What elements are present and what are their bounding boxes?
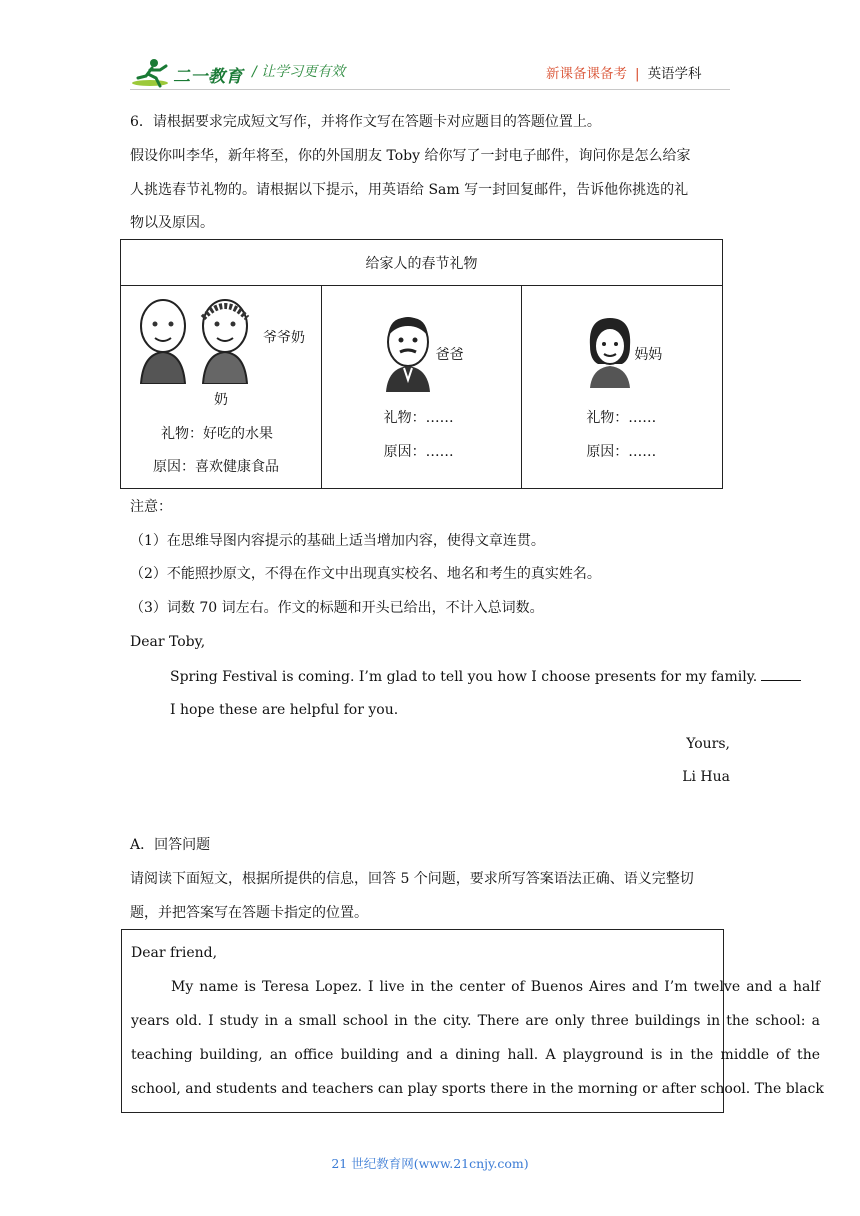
mother-reason: 原因：…… — [586, 444, 657, 460]
prompt-line: 人挑选春节礼物的。请根据以下提示，用英语给 Sam 写一封回复邮件，告诉他你挑选的礼 — [130, 182, 689, 198]
father-cell — [321, 286, 522, 489]
father-gift: 礼物：…… — [383, 410, 454, 426]
grandparents-cell — [121, 286, 322, 489]
mother-gift: 礼物：…… — [586, 410, 657, 426]
header-divider: | — [635, 66, 640, 82]
section-title: A．回答问题 — [130, 837, 211, 853]
letter-body-text: Spring Festival is coming. I’m glad to tell you how I choose presents for my family. — [170, 669, 758, 685]
passage-box — [121, 929, 824, 1113]
passage-line: My name is Teresa Lopez. I live in the center of Buenos Aires and I’m twelve and a half — [171, 979, 820, 995]
grandparents-label: 爷爷奶 — [263, 330, 305, 346]
grandparents-icon — [131, 294, 261, 384]
header-slogan: / 让学习更有效 — [252, 64, 346, 80]
father-reason: 原因：…… — [383, 444, 454, 460]
note-item: （3）词数 70 词左右。作文的标题和开头已给出，不计入总词数。 — [130, 600, 544, 616]
grandparents-reason: 原因：喜欢健康食品 — [153, 459, 279, 475]
prompt-line: 假设你叫李华，新年将至，你的外国朋友 Toby 给你写了一封电子邮件，询问你是怎么给家 — [130, 148, 691, 164]
letter-body-line — [170, 666, 801, 687]
section-instruction: 请阅读下面短文，根据所提供的信息，回答 5 个问题，要求所写答案语法正确、语义完整切 — [130, 871, 694, 887]
answer-blank — [761, 666, 801, 681]
letter-body-line: I hope these are helpful for you. — [170, 702, 399, 718]
letter-signature: Li Hua — [682, 769, 730, 785]
father-icon — [380, 314, 436, 392]
letter-closing: Yours, — [686, 736, 730, 752]
passage-line: years old. I study in a small school in the city. There are only three buildings in the school: a — [131, 1013, 820, 1029]
note-item: （2）不能照抄原文，不得在作文中出现真实校名、地名和考生的真实姓名。 — [130, 566, 601, 582]
prompt-line: 物以及原因。 — [130, 215, 214, 231]
mother-icon — [586, 316, 634, 388]
notes-heading: 注意： — [130, 499, 172, 515]
question-title: 6．请根据要求完成短文写作，并将作文写在答题卡对应题目的答题位置上。 — [130, 114, 601, 130]
grandparents-gift: 礼物：好吃的水果 — [161, 426, 273, 442]
grandparents-label-cont: 奶 — [214, 392, 228, 408]
header-subject-name: 英语学科 — [647, 66, 702, 82]
section-instruction: 题，并把答案写在答题卡指定的位置。 — [130, 905, 368, 921]
letter-greeting: Dear Toby, — [130, 634, 206, 650]
brand-logo-text: 二一教育 — [173, 67, 243, 87]
mother-cell — [522, 286, 723, 489]
mother-label: 妈妈 — [634, 347, 663, 363]
father-label: 爸爸 — [435, 347, 464, 363]
header-subject — [546, 62, 702, 82]
passage-line: teaching building, an office building and a dining hall. A playground is in the middle of the — [131, 1047, 820, 1063]
header-tagline: 新课备课备考 — [546, 66, 627, 82]
header-divider-line — [130, 89, 730, 90]
passage-greeting: Dear friend, — [131, 945, 218, 961]
passage-line: school, and students and teachers can play sports there in the morning or after school. The black — [131, 1081, 824, 1097]
page-footer: 21 世纪教育网(www.21cnjy.com) — [331, 1156, 529, 1171]
note-item: （1）在思维导图内容提示的基础上适当增加内容，使得文章连贯。 — [130, 533, 545, 549]
gift-table — [120, 239, 723, 489]
gift-table-title: 给家人的春节礼物 — [121, 240, 723, 286]
